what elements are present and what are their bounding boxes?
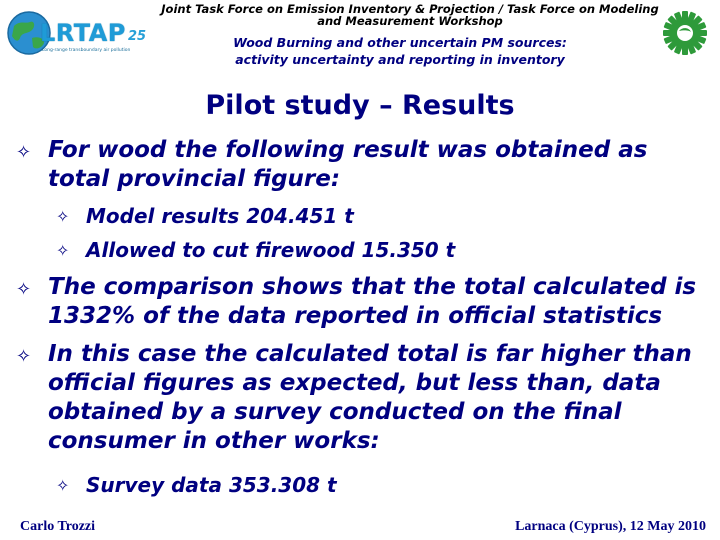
workshop-title: Joint Task Force on Emission Inventory & Projection / Task Force on Modeling and Measurement Workshop bbox=[161, 2, 659, 28]
slide-title: Pilot study – Results bbox=[205, 90, 515, 121]
bullet-star-icon: ✧ bbox=[56, 241, 70, 260]
footer-place-date: Larnaca (Cyprus), 12 May 2010 bbox=[515, 519, 706, 534]
bullet-line: The comparison shows that the total calculated is bbox=[48, 274, 697, 300]
logo-anniversary: 25 bbox=[128, 29, 147, 44]
bullet-star-icon: ✧ bbox=[16, 142, 32, 163]
bullet-line: Model results 204.451 t bbox=[86, 204, 354, 228]
workshop-subtitle-line-2: activity uncertainty and reporting in inventory bbox=[235, 52, 565, 67]
bullet-line: Survey data 353.308 t bbox=[86, 473, 337, 497]
logo-tagline: Long-range transboundary air pollution bbox=[42, 48, 131, 53]
bullet-line: 1332% of the data reported in official statistics bbox=[48, 303, 663, 329]
bullet-line: total provincial figure: bbox=[48, 166, 341, 192]
bullet-item bbox=[16, 273, 708, 331]
bullet-item bbox=[16, 136, 708, 194]
bullet-star-icon: ✧ bbox=[56, 207, 70, 226]
bullet-star-icon: ✧ bbox=[16, 346, 32, 367]
bullet-star-icon: ✧ bbox=[56, 476, 70, 495]
bullet-line: obtained by a survey conducted on the final bbox=[48, 399, 622, 425]
lrtap-logo bbox=[6, 4, 156, 60]
bullet-line: In this case the calculated total is far higher than bbox=[48, 341, 692, 367]
bullet-line: For wood the following result was obtained as bbox=[48, 137, 648, 163]
logo-text: LRTAP bbox=[40, 19, 126, 47]
footer-author: Carlo Trozzi bbox=[20, 519, 96, 534]
bullet-item bbox=[16, 340, 708, 456]
workshop-subtitle bbox=[190, 34, 610, 68]
bullet-line: Allowed to cut firewood 15.350 t bbox=[86, 238, 456, 262]
sub-bullet-item bbox=[56, 203, 686, 229]
sub-bullet-item bbox=[56, 472, 686, 498]
sub-bullet-item bbox=[56, 237, 686, 263]
bullet-star-icon: ✧ bbox=[16, 279, 32, 300]
bullet-line: official figures as expected, but less than, data bbox=[48, 370, 661, 396]
workshop-subtitle-line-1: Wood Burning and other uncertain PM sources: bbox=[233, 35, 567, 50]
bullet-line: consumer in other works: bbox=[48, 428, 380, 454]
